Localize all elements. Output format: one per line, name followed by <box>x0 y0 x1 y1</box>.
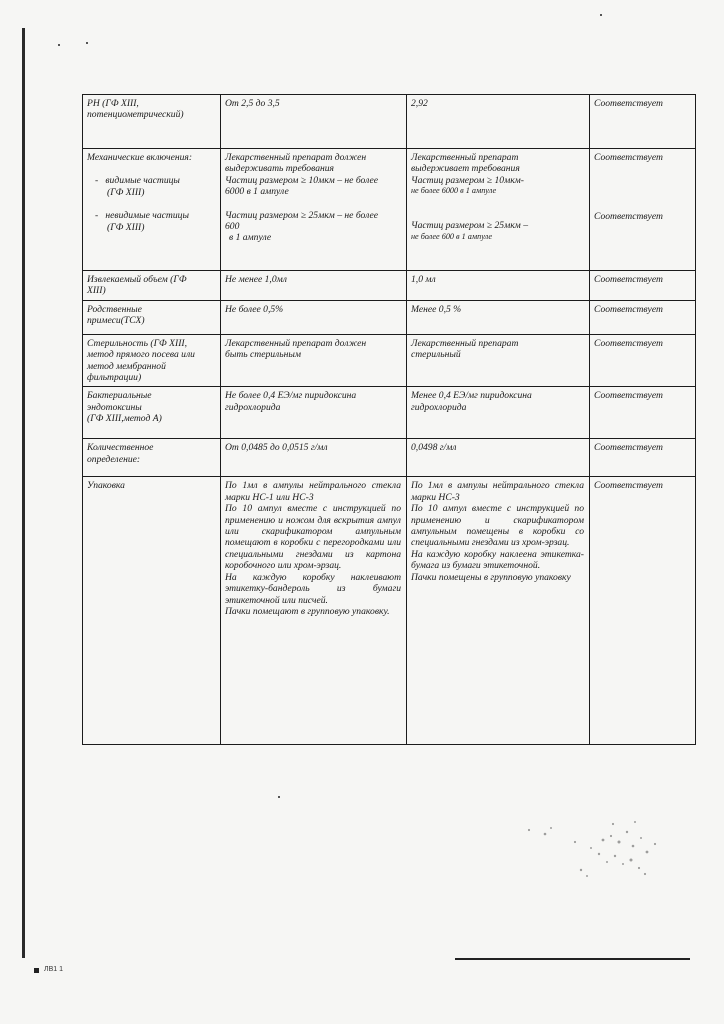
verdict-text: Соответствует <box>594 480 663 492</box>
norm-text: Частиц размером ≥ 10мкм – не более <box>225 174 379 186</box>
norm-text: Не менее 1,0мл <box>225 274 287 285</box>
result-cell <box>407 149 590 271</box>
result-cell <box>407 387 590 439</box>
norm-cell <box>221 95 407 149</box>
table-row <box>83 149 696 271</box>
result-text: выдерживает требования <box>411 163 520 175</box>
param-text: эндотоксины <box>87 401 142 413</box>
param-text: Бактериальные <box>87 390 152 402</box>
bottom-rule <box>455 958 690 960</box>
param-cell <box>83 149 221 271</box>
norm-cell <box>221 300 407 334</box>
result-cell <box>407 477 590 745</box>
specification-table <box>82 94 696 745</box>
norm-text: Не более 0,4 ЕЭ/мг пиридоксина <box>225 390 357 402</box>
norm-cell <box>221 387 407 439</box>
verdict-cell <box>590 300 696 334</box>
verdict-text: Соответствует <box>594 211 663 223</box>
norm-text: в 1 ампуле <box>229 232 272 244</box>
result-text: 2,92 <box>411 98 428 109</box>
verdict-cell <box>590 334 696 387</box>
norm-text: Не более 0,5% <box>225 303 284 315</box>
param-cell <box>83 271 221 301</box>
norm-text: выдерживать требования <box>225 163 335 175</box>
param-text: (ГФ XIII,метод А) <box>87 413 162 425</box>
result-text: По 1мл в ампулы нейтрального стекла марки НС-3 <box>411 480 584 503</box>
faded-stamp-mark <box>515 812 665 892</box>
norm-text: быть стерильным <box>225 349 301 361</box>
result-text: На каждую коробку наклеена этикетка-бумага из бумаги этикеточной. <box>411 548 584 572</box>
param-text: потенциометрический) <box>87 109 184 121</box>
norm-text: 600 <box>225 221 240 233</box>
norm-cell <box>221 271 407 301</box>
param-text: РН (ГФ XIII, <box>87 98 139 109</box>
norm-cell <box>221 149 407 271</box>
param-text: Упаковка <box>87 480 125 492</box>
norm-text: 6000 в 1 ампуле <box>225 186 289 198</box>
result-text: Лекарственный препарат <box>411 152 519 163</box>
result-text: Менее 0,4 ЕЭ/мг пиридоксина <box>411 390 532 402</box>
scan-speck <box>86 42 88 44</box>
norm-text: Частиц размером ≥ 25мкм – не более <box>225 209 379 221</box>
param-text: Извлекаемый объем (ГФ <box>87 274 187 285</box>
norm-cell <box>221 477 407 745</box>
verdict-text: Соответствует <box>594 442 663 454</box>
result-text: Менее 0,5 % <box>411 303 462 315</box>
norm-cell <box>221 334 407 387</box>
param-sub-visible: - видимые частицы (ГФ XIII) <box>95 175 180 198</box>
footer-marker <box>34 968 39 973</box>
result-cell <box>407 271 590 301</box>
norm-text: Пачки помещают в групповую упаковку. <box>225 605 390 617</box>
param-text: метод мембранной <box>87 360 166 372</box>
norm-text: По 10 ампул вместе с инструкцией по применению и ножом для вскрытия ампул или скарификатором ампульным помещают в коробки с перегородками или специальными гнездами из картона коробочного или хром-эрзац. <box>225 503 401 572</box>
result-text: 0,0498 г/мл <box>411 442 457 454</box>
verdict-cell <box>590 439 696 477</box>
result-cell <box>407 300 590 334</box>
result-text: Лекарственный препарат <box>411 337 519 349</box>
param-cell <box>83 300 221 334</box>
result-text: Пачки помещены в групповую упаковку <box>411 571 571 583</box>
result-text: стерильный <box>411 349 461 361</box>
param-text: определение: <box>87 453 141 465</box>
norm-text: По 1мл в ампулы нейтрального стекла марки НС-1 или НС-3 <box>225 480 401 503</box>
param-cell <box>83 387 221 439</box>
verdict-text: Соответствует <box>594 390 663 402</box>
result-text: По 10 ампул вместе с инструкцией по применению и скарификатором ампульным помещены в коробки со специальными гнездами из хром-эрзац. <box>411 503 584 549</box>
scan-speck <box>600 14 602 16</box>
verdict-cell <box>590 271 696 301</box>
table-row <box>83 387 696 439</box>
result-cell <box>407 95 590 149</box>
table-row <box>83 95 696 149</box>
result-text: не более 6000 в 1 ампуле <box>411 186 497 196</box>
verdict-cell <box>590 387 696 439</box>
verdict-cell <box>590 477 696 745</box>
param-text: Количественное <box>87 442 154 454</box>
param-cell <box>83 439 221 477</box>
result-text: не более 600 в 1 ампуле <box>411 231 493 241</box>
param-cell <box>83 334 221 387</box>
table-row <box>83 439 696 477</box>
scan-speck <box>278 796 280 798</box>
verdict-cell <box>590 149 696 271</box>
norm-text: На каждую коробку наклеивают этикетку-бандероль из бумаги этикеточной или писчей. <box>225 571 401 606</box>
table-row <box>83 334 696 387</box>
result-text: гидрохлорида <box>411 401 467 413</box>
result-text: Частиц размером ≥ 10мкм- <box>411 174 524 186</box>
norm-text: От 2,5 до 3,5 <box>225 98 280 109</box>
norm-text: Лекарственный препарат должен <box>225 337 367 349</box>
param-sub-invisible: - невидимые частицы (ГФ XIII) <box>95 210 189 233</box>
param-text: Родственные <box>87 303 142 315</box>
norm-text: От 0,0485 до 0,0515 г/мл <box>225 442 328 454</box>
param-text: метод прямого посева или <box>87 349 195 361</box>
table-row <box>83 300 696 334</box>
param-text: Стерильность (ГФ XIII, <box>87 337 187 349</box>
result-text: 1,0 мл <box>411 274 436 285</box>
param-text: Механические включения: <box>87 152 193 163</box>
norm-text: Лекарственный препарат должен <box>225 152 367 163</box>
table-row <box>83 477 696 745</box>
result-text: Частиц размером ≥ 25мкм – <box>411 220 528 232</box>
verdict-text: Соответствует <box>594 303 663 315</box>
param-text: фильтрации) <box>87 372 142 384</box>
verdict-cell <box>590 95 696 149</box>
param-cell <box>83 95 221 149</box>
footer-page-mark: ЛВ1 1 <box>44 966 63 973</box>
table-row <box>83 271 696 301</box>
verdict-text: Соответствует <box>594 98 663 109</box>
result-cell <box>407 334 590 387</box>
verdict-text: Соответствует <box>594 337 663 349</box>
scan-edge-shadow <box>22 28 25 958</box>
norm-text: гидрохлорида <box>225 401 281 413</box>
param-text: примеси(ТСХ) <box>87 315 145 327</box>
scan-speck <box>58 44 60 46</box>
result-cell <box>407 439 590 477</box>
verdict-text: Соответствует <box>594 152 663 163</box>
norm-cell <box>221 439 407 477</box>
param-cell <box>83 477 221 745</box>
param-text: XIII) <box>87 285 106 297</box>
verdict-text: Соответствует <box>594 274 663 285</box>
